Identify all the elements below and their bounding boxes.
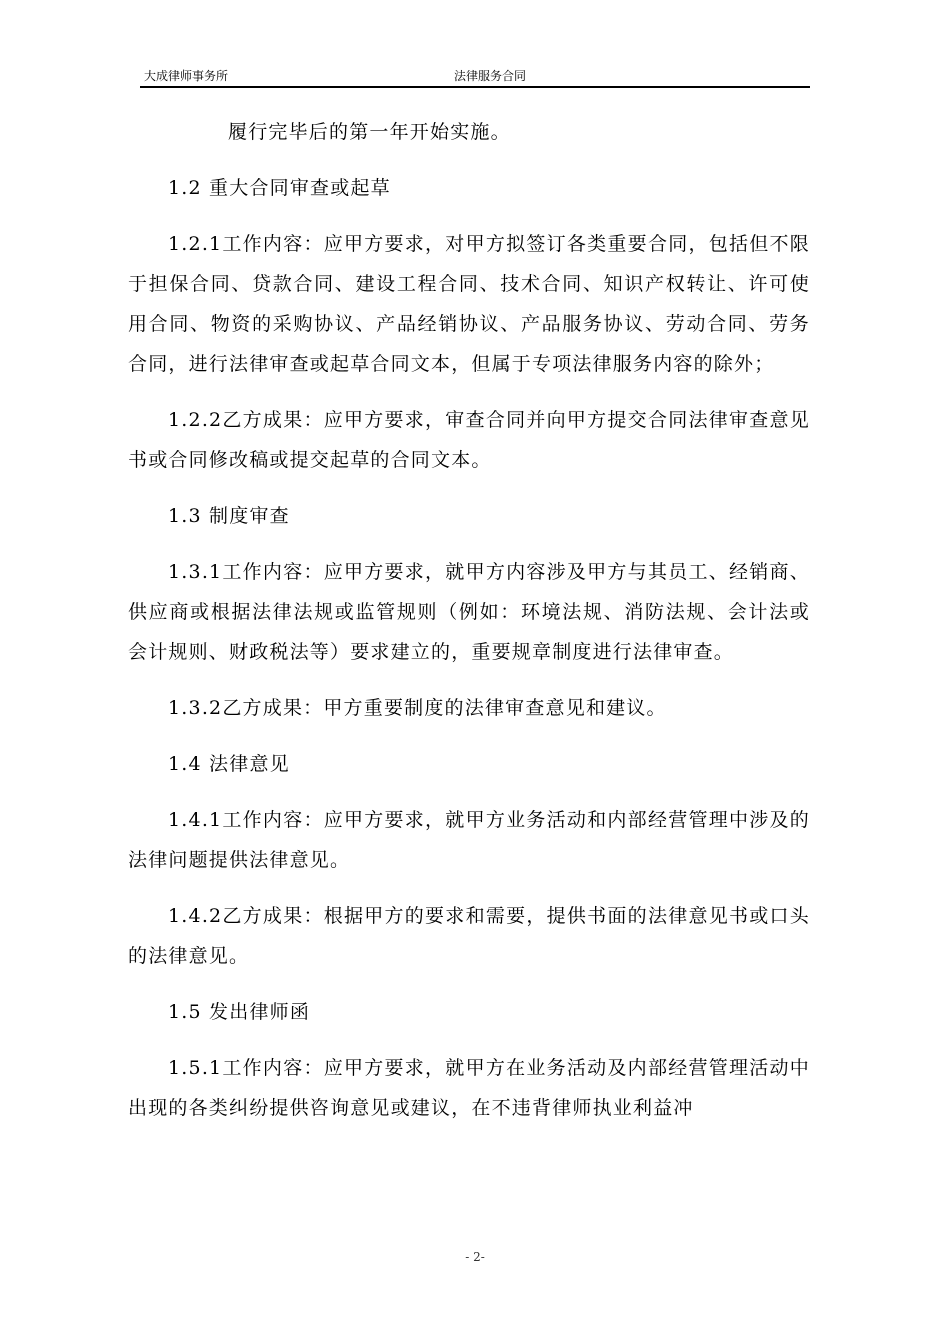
paragraph-1-2-1: 1.2.1工作内容：应甲方要求，对甲方拟签订各类重要合同，包括但不限于担保合同、贷款合同、建设工程合同、技术合同、知识产权转让、许可使用合同、物资的采购协议、产品经销协议、产品服务协议、劳动合同、劳务合同，进行法律审查或起草合同文本，但属于专项法律服务内容的除外；	[128, 233, 810, 375]
section-heading-1-5: 1.5 发出律师函	[168, 1001, 311, 1023]
page-number: - 2-	[465, 1250, 485, 1264]
paragraph-1-3-2: 1.3.2乙方成果：甲方重要制度的法律审查意见和建议。	[168, 697, 667, 719]
paragraph-1-2-2: 1.2.2乙方成果：应甲方要求，审查合同并向甲方提交合同法律审查意见书或合同修改稿或提交起草的合同文本。	[128, 409, 810, 471]
page-header	[140, 66, 810, 88]
section-heading-1-4: 1.4 法律意见	[168, 753, 290, 775]
paragraph-1-3-1: 1.3.1工作内容：应甲方要求，就甲方内容涉及甲方与其员工、经销商、供应商或根据法律法规或监管规则（例如：环境法规、消防法规、会计法或会计规则、财政税法等）要求建立的，重要规章制度进行法律审查。	[128, 561, 810, 663]
section-heading-1-3: 1.3 制度审查	[168, 505, 290, 527]
paragraph-1-4-2: 1.4.2乙方成果：根据甲方的要求和需要，提供书面的法律意见书或口头的法律意见。	[128, 905, 810, 967]
section-heading-1-2: 1.2 重大合同审查或起草	[168, 177, 391, 199]
document-body	[128, 112, 810, 1144]
paragraph-1-5-1: 1.5.1工作内容：应甲方要求，就甲方在业务活动及内部经营管理活动中出现的各类纠纷提供咨询意见或建议，在不违背律师执业利益冲	[128, 1057, 810, 1119]
header-firm-name: 大成律师事务所	[144, 69, 229, 83]
paragraph-1-4-1: 1.4.1工作内容：应甲方要求，就甲方业务活动和内部经营管理中涉及的法律问题提供法律意见。	[128, 809, 810, 871]
paragraph-continuation: 履行完毕后的第一年开始实施。	[228, 121, 511, 143]
header-document-title: 法律服务合同	[454, 69, 527, 83]
